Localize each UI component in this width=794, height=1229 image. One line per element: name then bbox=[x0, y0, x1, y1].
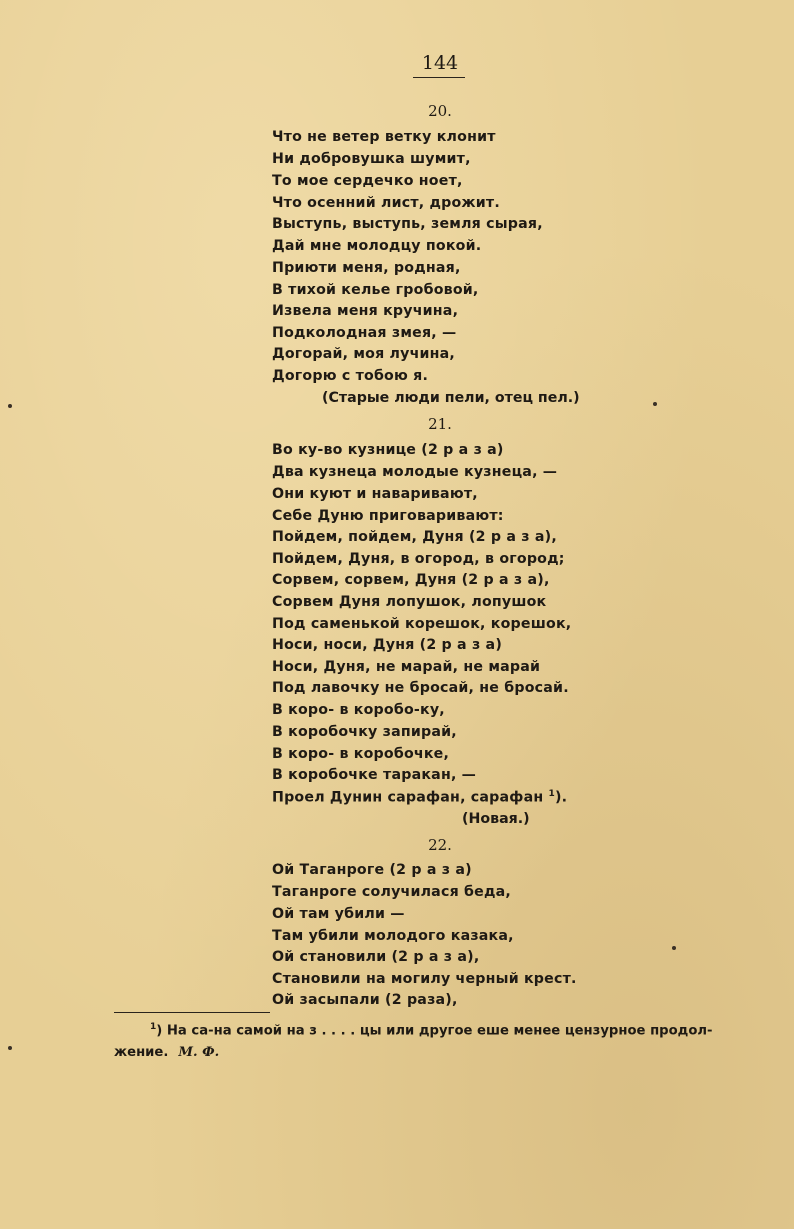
song-21-line: В коро- в коробочке, bbox=[272, 746, 450, 762]
song-22-line: Ой засыпали (2 раза), bbox=[272, 992, 458, 1008]
paper-speck bbox=[653, 402, 657, 406]
song-20-line: Что осенний лист, дрожит. bbox=[272, 195, 500, 211]
song-20-line: Что не ветер ветку клонит bbox=[272, 129, 496, 145]
song-22-line: Ой становили (2 р а з а), bbox=[272, 949, 480, 965]
song-21-line: Себе Дуню приговаривают: bbox=[272, 508, 504, 524]
footnote-signature: М. Ф. bbox=[178, 1045, 220, 1061]
page-number-rule bbox=[413, 77, 465, 78]
paper-speck bbox=[672, 946, 676, 950]
song-21-last-line-end: ). bbox=[554, 789, 568, 806]
song-21-line: Сорвем, сорвем, Дуня (2 р а з а), bbox=[272, 572, 550, 588]
song-20-number: 20. bbox=[428, 102, 452, 120]
footnote-mark: 1 bbox=[150, 1022, 157, 1032]
song-20-line: В тихой келье гробовой, bbox=[272, 282, 479, 298]
song-21-line: В коробочке таракан, — bbox=[272, 767, 477, 783]
song-21-line: В коробочку запирай, bbox=[272, 724, 457, 740]
song-21-line: Носи, носи, Дуня (2 р а з а) bbox=[272, 637, 503, 653]
song-21-last-line bbox=[272, 789, 567, 806]
song-20-line: Ни добровушка шумит, bbox=[272, 151, 471, 167]
song-21-line: Пойдем, пойдем, Дуня (2 р а з а), bbox=[272, 529, 557, 545]
song-22-line: Таганроге солучилася беда, bbox=[272, 884, 511, 900]
song-22-number: 22. bbox=[428, 836, 452, 854]
song-21-number: 21. bbox=[428, 415, 452, 433]
song-21-line: Они куют и наваривают, bbox=[272, 486, 478, 502]
song-20-line: Дай мне молодцу покой. bbox=[272, 238, 482, 254]
song-21-line: Два кузнеца молодые кузнеца, — bbox=[272, 464, 558, 480]
song-21-line: Под саменькой корешок, корешок, bbox=[272, 616, 572, 632]
song-21-source: (Новая.) bbox=[462, 811, 530, 827]
song-22-line: Ой там убили — bbox=[272, 906, 405, 922]
song-22-line: Становили на могилу черный крест. bbox=[272, 971, 577, 987]
paper-speck bbox=[8, 1046, 12, 1050]
song-20-line: Подколодная змея, — bbox=[272, 325, 457, 341]
paper-speck bbox=[8, 404, 12, 408]
footnote-ref-mark: 1 bbox=[548, 789, 555, 799]
footnote-rule bbox=[114, 1012, 270, 1013]
song-20-line: То мое сердечко ноет, bbox=[272, 173, 463, 189]
song-21-line: Во ку-во кузнице (2 р а з а) bbox=[272, 442, 504, 458]
footnote bbox=[114, 1016, 738, 1064]
footnote-line-1 bbox=[114, 1016, 738, 1042]
song-21-line: Сорвем Дуня лопушок, лопушок bbox=[272, 594, 547, 610]
song-20-source: (Старые люди пели, отец пел.) bbox=[322, 390, 580, 406]
song-21-line: Носи, Дуня, не марай, не марай bbox=[272, 659, 541, 675]
song-21-line: В коро- в коробо-ку, bbox=[272, 702, 445, 718]
song-20-line: Догорай, моя лучина, bbox=[272, 346, 456, 362]
page-number: 144 bbox=[421, 52, 459, 74]
song-21-line: Под лавочку не бросай, не бросай. bbox=[272, 680, 569, 696]
song-22-line: Там убили молодого казака, bbox=[272, 928, 514, 944]
song-20-line: Догорю с тобою я. bbox=[272, 368, 429, 384]
song-20-line: Приюти меня, родная, bbox=[272, 260, 461, 276]
footnote-text-end: жение. bbox=[114, 1045, 169, 1061]
song-20-line: Выступь, выступь, земля сырая, bbox=[272, 216, 543, 232]
song-22-line: Ой Таганроге (2 р а з а) bbox=[272, 862, 472, 878]
footnote-line-2 bbox=[114, 1042, 738, 1064]
song-20-line: Извела меня кручина, bbox=[272, 303, 459, 319]
song-21-line: Пойдем, Дуня, в огород, в огород; bbox=[272, 551, 565, 567]
footnote-text: ) На са-на самой на з . . . . цы или другое еше менее цензурное продол- bbox=[156, 1023, 713, 1039]
song-21-last-line-text: Проел Дунин сарафан, сарафан bbox=[272, 789, 544, 806]
